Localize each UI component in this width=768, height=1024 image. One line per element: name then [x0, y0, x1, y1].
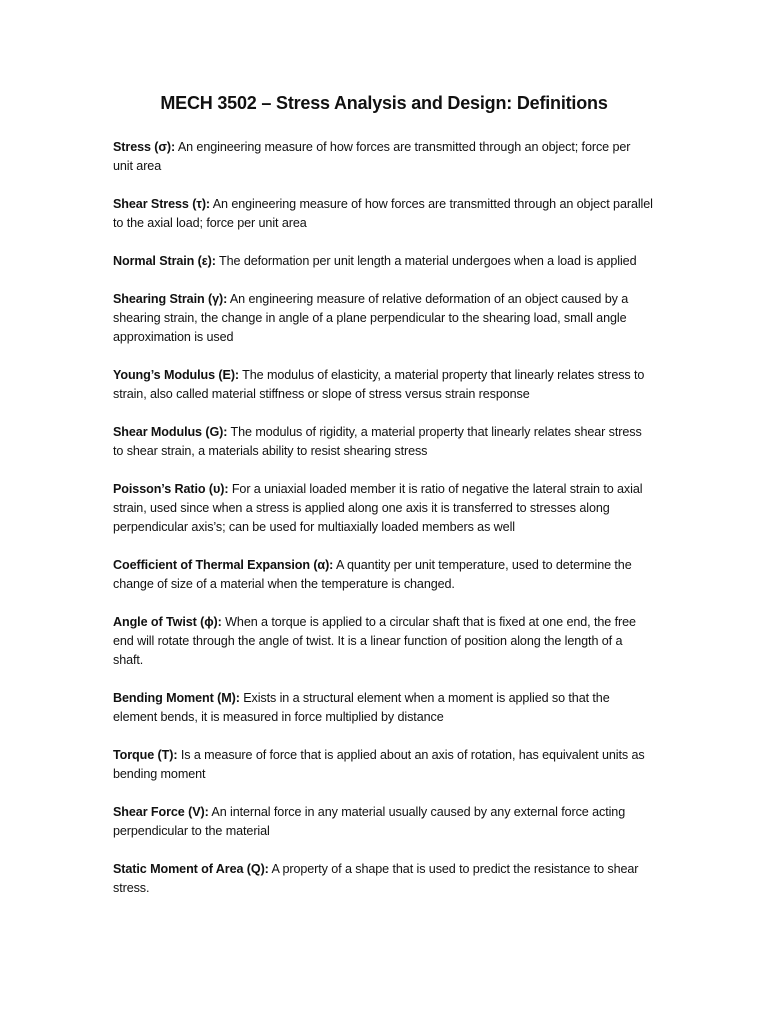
definition-torque [113, 746, 653, 784]
definition-term: Shear Modulus (G): [113, 425, 228, 439]
definition-term: Coefficient of Thermal Expansion (α): [113, 558, 334, 572]
definition-term: Poisson’s Ratio (υ): [113, 482, 229, 496]
definition-text: The modulus of elasticity, a material property that linearly relates stress to strain, also called material stiffness or slope of stress versus strain response [113, 368, 645, 401]
definition-static-moment-of-area [113, 860, 653, 898]
definition-text: For a uniaxial loaded member it is ratio of negative the lateral strain to axial strain, used since when a stress is applied along one axis it is transferred to stresses along perpendicular axis’s; can be used for multiaxially loaded members as well [113, 482, 643, 534]
definition-text: An internal force in any material usually caused by any external force acting perpendicular to the material [113, 805, 626, 838]
definition-term: Shear Stress (τ): [113, 197, 211, 211]
definition-text: The deformation per unit length a material undergoes when a load is applied [215, 254, 637, 268]
definition-angle-of-twist [113, 613, 653, 670]
definition-stress [113, 138, 653, 176]
definition-term: Stress (σ): [113, 140, 176, 154]
definition-normal-strain [113, 252, 653, 271]
definition-term: Torque (T): [113, 748, 178, 762]
definition-shearing-strain [113, 290, 653, 347]
definition-text: Exists in a structural element when a moment is applied so that the element bends, it is measured in force multiplied by distance [113, 691, 610, 724]
definition-term: Angle of Twist (ϕ): [113, 615, 222, 629]
definition-text: An engineering measure of relative deformation of an object caused by a shearing strain, the change in angle of a plane perpendicular to the shearing load, small angle approximation is used [113, 292, 629, 344]
definition-text: The modulus of rigidity, a material property that linearly relates shear stress to shear strain, a materials ability to resist shearing stress [113, 425, 642, 458]
definition-youngs-modulus [113, 366, 653, 404]
definition-bending-moment [113, 689, 653, 727]
definition-shear-stress [113, 195, 653, 233]
definition-text: Is a measure of force that is applied about an axis of rotation, has equivalent units as bending moment [113, 748, 645, 781]
definition-shear-force [113, 803, 653, 841]
definition-text: A property of a shape that is used to predict the resistance to shear stress. [113, 862, 639, 895]
definition-text: When a torque is applied to a circular shaft that is fixed at one end, the free end will rotate through the angle of twist. It is a linear function of position along the length of a shaft. [113, 615, 636, 667]
definition-term: Static Moment of Area (Q): [113, 862, 269, 876]
definition-poissons-ratio [113, 480, 653, 537]
definitions-list [113, 138, 653, 917]
definition-text: An engineering measure of how forces are transmitted through an object parallel to the axial load; force per unit area [113, 197, 653, 230]
definition-term: Bending Moment (M): [113, 691, 240, 705]
definition-term: Young’s Modulus (E): [113, 368, 240, 382]
definition-shear-modulus [113, 423, 653, 461]
definition-thermal-expansion [113, 556, 653, 594]
page-title: MECH 3502 – Stress Analysis and Design: Definitions [160, 93, 608, 113]
definition-text: A quantity per unit temperature, used to determine the change of size of a material when the temperature is changed. [113, 558, 632, 591]
definition-term: Shearing Strain (γ): [113, 292, 228, 306]
definition-term: Shear Force (V): [113, 805, 209, 819]
definition-term: Normal Strain (ε): [113, 254, 216, 268]
definition-text: An engineering measure of how forces are transmitted through an object; force per unit area [113, 140, 631, 173]
